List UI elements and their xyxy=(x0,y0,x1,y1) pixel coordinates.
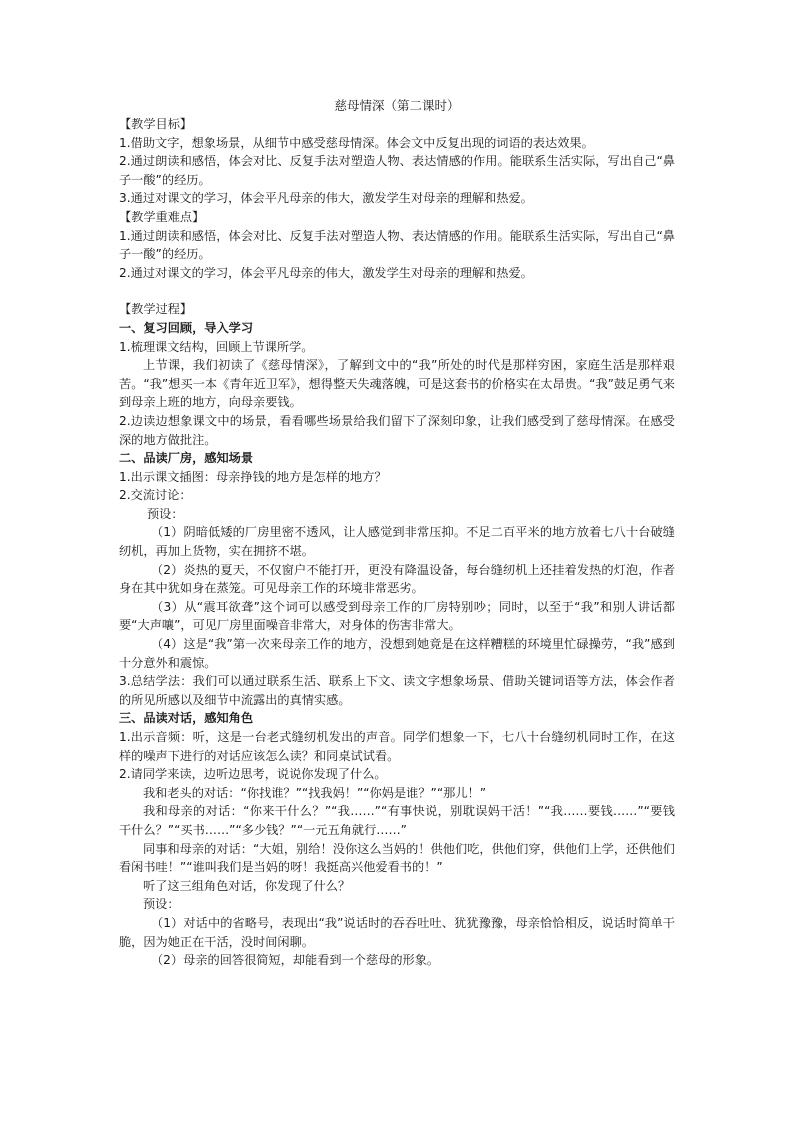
process-heading: 【教学过程】 xyxy=(119,302,193,317)
document-title: 慈母情深（第二课时） xyxy=(334,98,460,113)
part2-heading: 二、品读厂房，感知场景 xyxy=(119,451,254,466)
part3-point-2: （2）母亲的回答很简短，却能看到一个慈母的形象。 xyxy=(151,953,440,968)
part3-preset: 预设： xyxy=(143,897,180,912)
part3-heading: 三、品读对话，感知角色 xyxy=(119,711,254,726)
part3-question: 听了这三组角色对话，你发现了什么？ xyxy=(143,878,351,893)
document-body xyxy=(119,97,675,970)
part2-item-3: 3.总结学法：我们可以通过联系生活、联系上下文、读文字想象场景、借助关键词语等方法，体会作者的所见所感以及细节中流露出的真情实感。 xyxy=(119,674,675,707)
part3-item-1: 1.出示音频：听，这是一台老式缝纫机发出的声音。同学们想象一下，七八十台缝纫机同时工作，在这样的噪声下进行的对话应该怎么读？和同桌试试看。 xyxy=(119,730,675,763)
goal-item-1: 1.借助文字，想象场景，从细节中感受慈母情深。体会文中反复出现的词语的表达效果。 xyxy=(119,135,594,150)
part2-point-2: （2）炎热的夏天，不仅窗户不能打开，更没有降温设备，每台缝纫机上还挂着发热的灯泡，作者身在其中犹如身在蒸笼。可见母亲工作的环境非常恶劣。 xyxy=(119,562,675,596)
part3-item-2: 2.请同学来读，边听边思考，说说你发现了什么。 xyxy=(119,767,387,782)
part3-dialog-1: 我和老头的对话：“你找谁？”“找我妈！”“你妈是谁？”“那儿！” xyxy=(143,785,487,800)
part2-item-2: 2.交流讨论： xyxy=(119,488,192,503)
goals-heading: 【教学目标】 xyxy=(119,117,193,131)
part2-point-1: （1）阴暗低矮的厂房里密不透风，让人感觉到非常压抑。不足二百平米的地方放着七八十台破缝纫机，再加上货物，实在拥挤不堪。 xyxy=(119,525,675,559)
part1-item-2: 2.边读边想象课文中的场景，看看哪些场景给我们留下了深刻印象，让我们感受到了慈母情深。在感受深的地方做批注。 xyxy=(119,413,675,447)
part2-preset: 预设： xyxy=(147,506,184,521)
goal-item-3: 3.通过对课文的学习，体会平凡母亲的伟大，激发学生对母亲的理解和热爱。 xyxy=(119,191,533,206)
part1-heading: 一、复习回顾，导入学习 xyxy=(119,320,254,335)
part3-point-1: （1）对话中的省略号，表现出“我”说话时的吞吞吐吐、犹犹豫豫，母亲恰恰相反，说话时简单干脆，因为她正在干活，没时间闲聊。 xyxy=(119,915,675,949)
part1-paragraph: 上节课，我们初读了《慈母情深》，了解到文中的“我”所处的时代是那样穷困，家庭生活是那样艰苦。“我”想买一本《青年近卫军》，想得整天失魂落魄，可是这套书的价格实在太昂贵。“我”鼓足勇气来到母亲上班的地方，向母亲要钱。 xyxy=(119,358,675,410)
part2-point-4: （4）这是“我”第一次来母亲工作的地方，没想到她竟是在这样糟糕的环境里忙碌操劳，“我”感到十分意外和震惊。 xyxy=(119,637,675,670)
part2-point-3: （3）从“震耳欲聋”这个词可以感受到母亲工作的厂房特别吵；同时，以至于“我”和别人讲话都要“大声嚷”，可见厂房里面噪音非常大，对身体的伤害非常大。 xyxy=(119,599,675,633)
keypoint-item-2: 2.通过对课文的学习，体会平凡母亲的伟大，激发学生对母亲的理解和热爱。 xyxy=(119,265,533,280)
part2-item-1: 1.出示课文插图：母亲挣钱的地方是怎样的地方？ xyxy=(119,469,387,484)
part3-dialog-2: 我和母亲的对话：“你来干什么？”“我……”“有事快说，别耽误妈干活！”“我……要钱……”“要钱干什么？”“买书……”“多少钱？”“一元五角就行……” xyxy=(119,804,675,837)
part3-dialog-3: 同事和母亲的对话：“大姐，别给！没你这么当妈的！供他们吃，供他们穿，供他们上学，还供他们看闲书哇！”“谁叫我们是当妈的呀！我挺高兴他爱看书的！” xyxy=(119,841,675,875)
keypoint-item-1: 1.通过朗读和感悟，体会对比、反复手法对塑造人物、表达情感的作用。能联系生活实际，写出自己“鼻子一酸”的经历。 xyxy=(119,228,675,262)
keypoints-heading: 【教学重难点】 xyxy=(119,209,205,224)
part1-item-1: 1.梳理课文结构，回顾上节课所学。 xyxy=(119,339,314,354)
spacer xyxy=(119,282,675,300)
goal-item-2: 2.通过朗读和感悟，体会对比、反复手法对塑造人物、表达情感的作用。能联系生活实际，写出自己“鼻子一酸”的经历。 xyxy=(119,154,675,187)
